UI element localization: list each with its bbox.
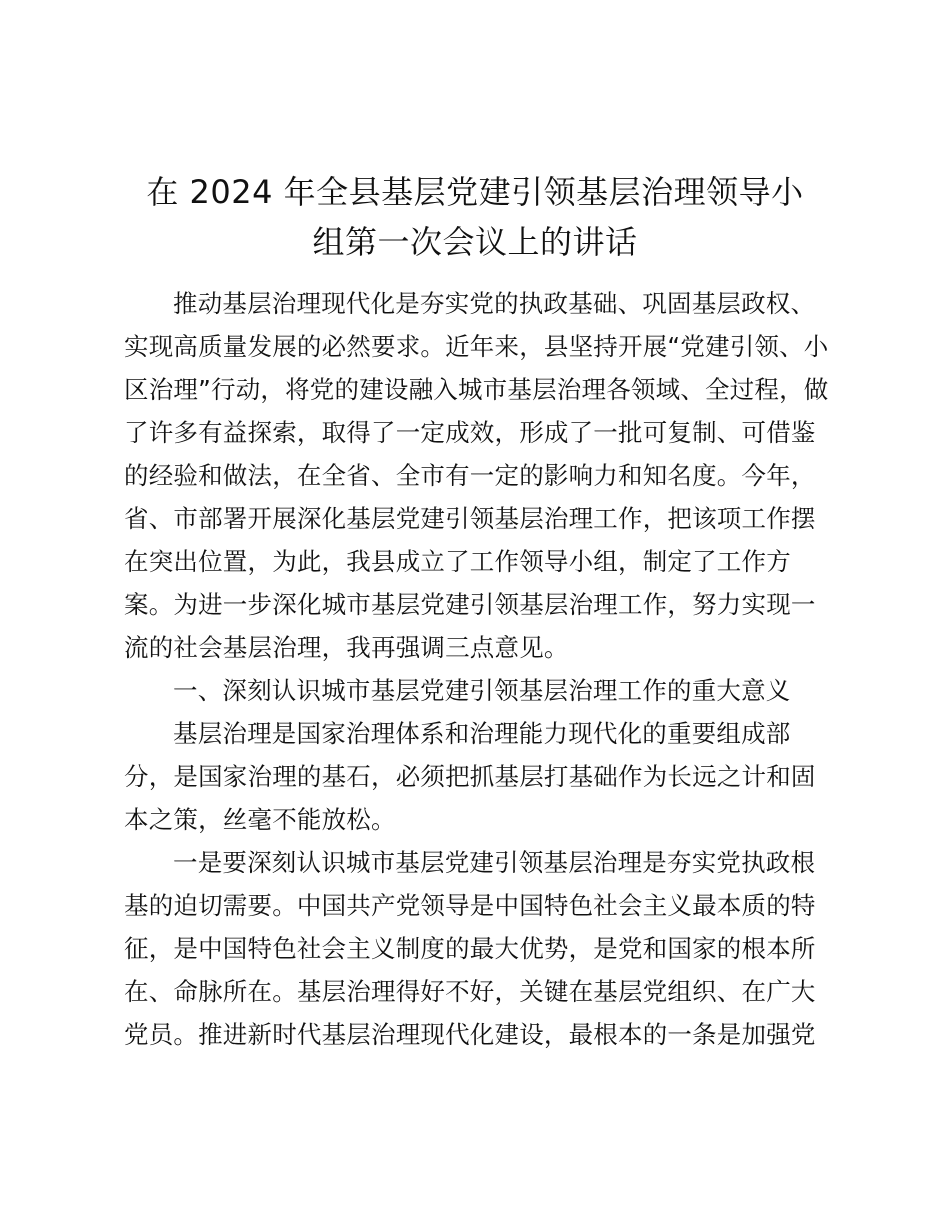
paragraph-line: 党员。推进新时代基层治理现代化建设，最根本的一条是加强党 — [124, 1020, 816, 1049]
paragraph-line: 分，是国家治理的基石，必须把抓基层打基础作为长远之计和固 — [124, 762, 816, 791]
paragraph-line: 实现高质量发展的必然要求。近年来，县坚持开展“党建引领、小 — [124, 332, 829, 361]
paragraph-line: 一是要深刻认识城市基层党建引领基层治理是夯实党执政根 — [173, 848, 816, 877]
paragraph-line: 基的迫切需要。中国共产党领导是中国特色社会主义最本质的特 — [124, 891, 816, 920]
paragraph-line: 在、命脉所在。基层治理得好不好，关键在基层党组织、在广大 — [124, 977, 816, 1006]
paragraph-line: 推动基层治理现代化是夯实党的执政基础、巩固基层政权、 — [173, 289, 816, 318]
paragraph-line: 基层治理是国家治理体系和治理能力现代化的重要组成部 — [173, 719, 791, 748]
paragraph-line: 征，是中国特色社会主义制度的最大优势，是党和国家的根本所 — [124, 934, 816, 963]
paragraph-line: 在突出位置，为此，我县成立了工作领导小组，制定了工作方 — [124, 547, 791, 576]
paragraph-line: 了许多有益探索，取得了一定成效，形成了一批可复制、可借鉴 — [124, 418, 816, 447]
paragraph-line: 省、市部署开展深化基层党建引领基层治理工作，把该项工作摆 — [124, 504, 816, 533]
paragraph-line: 区治理”行动，将党的建设融入城市基层治理各领域、全过程，做 — [124, 375, 829, 404]
paragraph-line: 案。为进一步深化城市基层党建引领基层治理工作，努力实现一 — [124, 590, 816, 619]
paragraph-line: 本之策，丝毫不能放松。 — [124, 805, 396, 834]
document-title-line-2: 组第一次会议上的讲话 — [312, 223, 638, 261]
document-title-line-1: 在 2024 年全县基层党建引领基层治理领导小 — [146, 173, 804, 211]
section-heading: 一、深刻认识城市基层党建引领基层治理工作的重大意义 — [173, 676, 791, 705]
paragraph-line: 流的社会基层治理，我再强调三点意见。 — [124, 633, 569, 662]
paragraph-line: 的经验和做法，在全省、全市有一定的影响力和知名度。今年， — [124, 461, 816, 490]
